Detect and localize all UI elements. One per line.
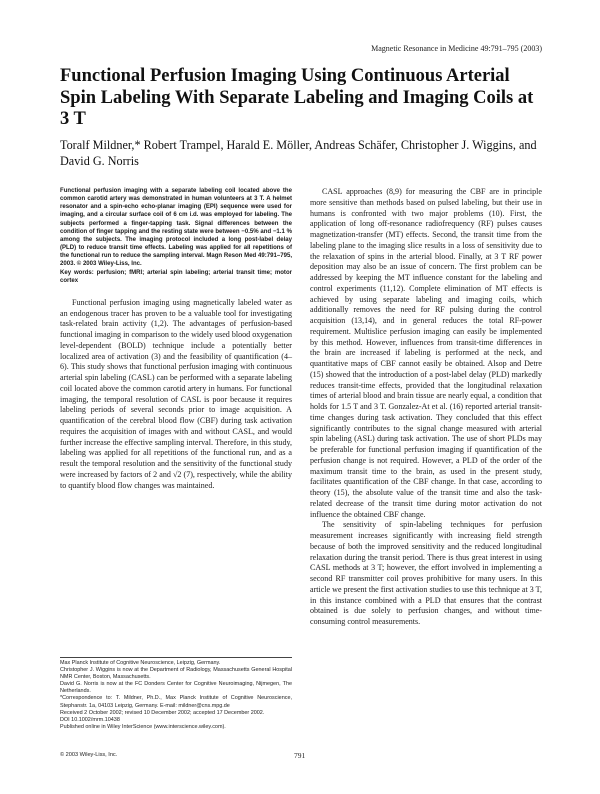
copyright: © 2003 Wiley-Liss, Inc. [60,752,118,758]
body-paragraph-2: The sensitivity of spin-labeling techniques for perfusion measurement increases significantly with increasing field strength because of both the improved sensitivity and the reduced longitudinal relaxation during the transit period. There is thus great interest in using CASL methods at 3 T; however, the effort involved in implementing a second RF transmitter coil proves prohibitive for many users. In this article we present the first activation studies to use this technique at 3 T, in this instance combined with a PLD that ensures that the contrast obtained is due solely to perfusion changes, and without time-consuming control measurements. [310,520,542,626]
left-column [60,187,292,491]
article-title: Functional Perfusion Imaging Using Continuous Arterial Spin Labeling With Separate Labeling and Imaging Coils at 3 T [60,66,534,129]
body-paragraph-1: CASL approaches (8,9) for measuring the CBF are in principle more sensitive than methods based on pulsed labeling, but their use in humans is confronted with two major problems (10). First, the application of long off-resonance radiofrequency (RF) pulses causes magnetization-transfer (MT) effects. Second, the transit time from the labeling plane to the imaging slice results in a loss of sensitivity due to the relaxation of spins in the arterial blood. Finally, at 3 T RF power deposition may also be an issue of concern. The first problem can be addressed by keeping the MT influence constant for the labeling and control experiments (11,12). Complete elimination of MT effects is achieved by using separate labeling and imaging coils, which additionally removes the need for RF pulsing during the control acquisition (13,14), and in general reduces the total RF-power requirement. Multislice perfusion imaging can easily be implemented by this method. However, influences from transit-time differences in the brain are increased if labeling is performed at the neck, and quantitative maps of CBF cannot easily be obtained. Alsop and Detre (15) showed that the introduction of a post-label delay (PLD) markedly reduces transit-time effects, provided that the longitudinal relaxation times of arterial blood and brain tissue are nearly equal, a condition that holds for 1.5 T and 3 T. Gonzalez-At et al. (16) reported arterial transit-time changes during task activation. They concluded that this effect significantly contributes to the signal change measured with arterial spin labeling (ASL) during task activation. The use of short PLDs may be preferable for functional perfusion imaging if quantification of the perfusion change is not required. However, a PLD of the order of the maximum transit time to the brain, as used in the present study, facilitates quantification of the CBF change. In that case, according to theory (15), the absolute value of the transit time and also the task-related decrease of the transit time during motor activation do not influence the obtained CBF change. [310,187,542,519]
footnote: Published online in Wiley InterScience (www.interscience.wiley.com). [60,723,226,730]
footnote: *Correspondence to: T. Mildner, Ph.D., Max Planck Institute of Cognitive Neuroscience, Stephanstr. 1a, 04103 Leipzig, Germany. E-mail: mildner@cns.mpg.de [60,695,292,709]
footnote: Christopher J. Wiggins is now at the Department of Radiology, Massachusetts General Hospital NMR Center, Boston, Massachusetts. [60,667,292,681]
keywords-text: Key words: perfusion; fMRI; arterial spin labeling; arterial transit time; motor cortex [60,269,292,284]
page-number: 791 [294,751,306,760]
footnote: Received 2 October 2002; revised 10 December 2002; accepted 17 December 2002. [60,709,265,716]
footnote: David G. Norris is now at the FC Donders Center for Cognitive Neuroimaging, Nijmegen, The Netherlands. [60,681,292,695]
abstract-text: Functional perfusion imaging with a separate labeling coil located above the common carotid artery was demonstrated in human volunteers at 3 T. A helmet resonator and a spin-echo echo-planar imaging (EPI) sequence were used for imaging, and a circular surface coil of 6 cm i.d. was employed for labeling. The subjects performed a finger-tapping task. Signal differences between the condition of finger tapping and the resting state were between −0.5% and −1.1 % among the subjects. The imaging protocol included a long post-label delay (PLD) to reduce transit time effects. Labeling was applied for all repetitions of the functional run to reduce the sampling interval. Magn Reson Med 49:791–795, 2003. © 2003 Wiley-Liss, Inc. [60,188,292,268]
right-column [310,187,542,628]
footnotes [60,660,292,731]
footnote: Max Planck Institute of Cognitive Neuroscience, Leipzig, Germany. [60,660,221,666]
footnote-divider [60,657,292,658]
journal-header: Magnetic Resonance in Medicine 49:791–795 (2003) [371,44,542,53]
keywords [60,269,292,285]
author-list: Toralf Mildner,* Robert Trampel, Harald E. Möller, Andreas Schäfer, Christopher J. Wiggins, and David G. Norris [60,138,537,168]
footnote: DOI 10.1002/mrm.10438 [60,716,120,723]
intro-paragraph: Functional perfusion imaging using magnetically labeled water as an endogenous tracer has proven to be a valuable tool for investigating task-related brain activity (1,2). The advantages of perfusion-based functional imaging in comparison to the widely used blood oxygenation level-dependent (BOLD) technique include a potentially better localized area of activation (3) and the feasibility of quantification (4–6). This study shows that functional perfusion imaging with continuous arterial spin labeling (CASL) can be performed with a separate labeling coil located above the common carotid artery in humans. For functional imaging, the temporal resolution of CASL is poor because it requires labeling periods of several seconds prior to image acquisition. A quantification of the cerebral blood flow (CBF) during task activation requires the acquisition of images with and without CASL, and would further increase the effective sampling interval. Therefore, in this study, labeling was applied for all repetitions of the functional run, and as a result the temporal resolution and the sensitivity of the functional study were increased by factors of 2 and √2 (7), respectively, while the ability to quantify blood flow changes was maintained. [60,297,292,490]
abstract [60,187,292,269]
